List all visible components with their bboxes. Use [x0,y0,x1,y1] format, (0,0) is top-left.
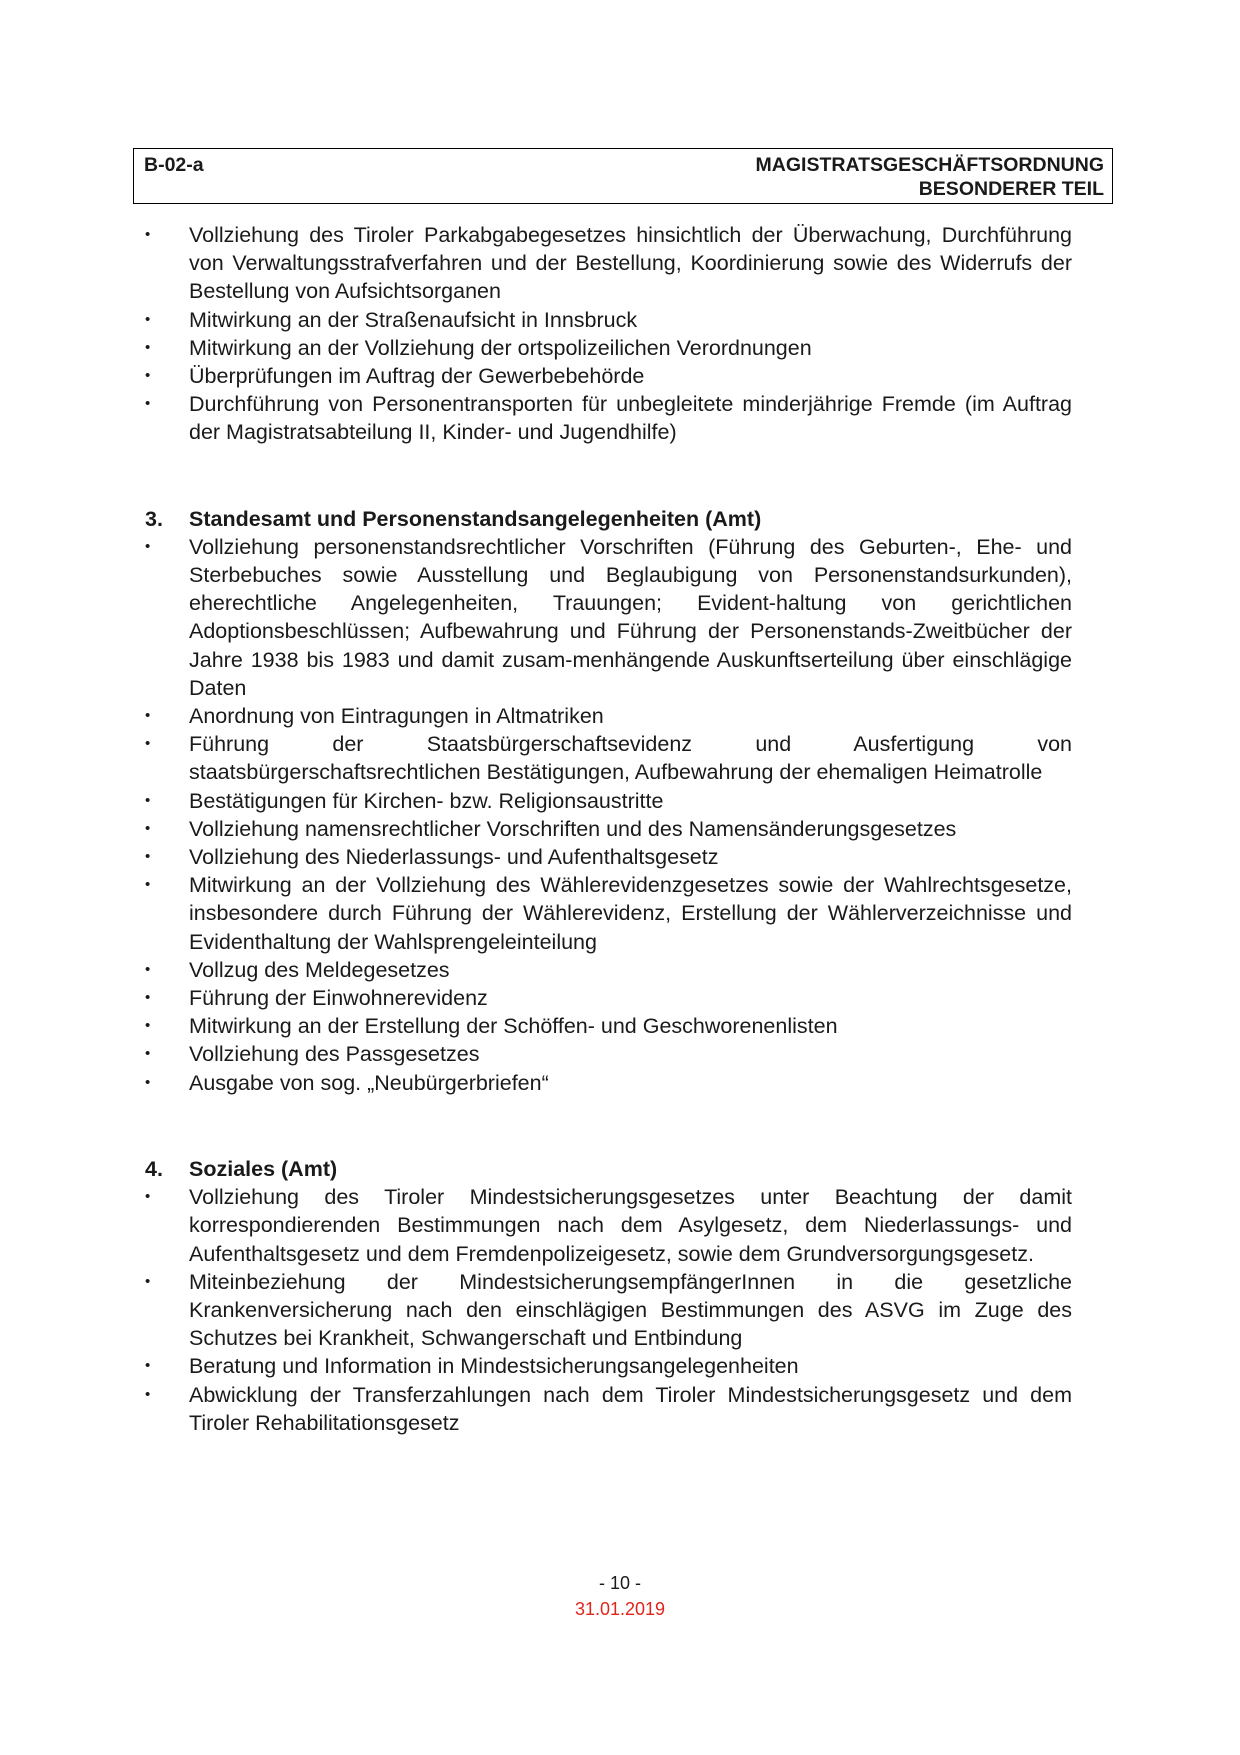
list-item [140,1040,1072,1068]
section-number: 4. [145,1156,163,1181]
list-item [140,306,1072,334]
list-item-text: Überprüfungen im Auftrag der Gewerbebehörde [189,364,645,389]
bullet-icon: • [145,1385,151,1403]
section-title: Soziales (Amt) [189,1156,338,1181]
list-item-text: Abwicklung der Transferzahlungen nach dem Tiroler Mindestsicherungsgesetz und dem Tiroler Rehabilitationsgesetz [189,1382,1072,1435]
section-heading [140,505,1072,533]
bullet-icon: • [145,1073,151,1091]
list-item [140,1381,1072,1437]
bullet-icon: • [145,819,151,837]
list-item [140,390,1072,446]
list-item-text: Mitwirkung an der Straßenaufsicht in Innsbruck [189,307,638,332]
list-item [140,984,1072,1012]
sections-container [140,505,1072,1437]
list-item [140,730,1072,786]
list-item-text: Vollziehung des Passgesetzes [189,1042,480,1067]
document-code: B-02-a [144,154,204,176]
section-bullet-list [140,1183,1072,1437]
list-item-text: Führung der Staatsbürgerschaftsevidenz und Ausfertigung von staatsbürgerschaftsrechtlichen Bestätigungen, Aufbewahrung der ehemaligen Heimatrolle [189,732,1072,785]
list-item [140,956,1072,984]
list-item [140,334,1072,362]
list-item [140,1183,1072,1268]
list-item-text: Durchführung von Personentransporten für unbegleitete minderjährige Fremde (im Auftrag der Magistratsabteilung II, Kinder- und Jugendhilfe) [189,392,1072,445]
bullet-icon: • [145,707,151,725]
list-item [140,1268,1072,1353]
bullet-icon: • [145,367,151,385]
page-header [133,148,1113,204]
bullet-icon: • [145,1357,151,1375]
bullet-icon: • [145,395,151,413]
bullet-icon: • [145,1045,151,1063]
bullet-icon: • [145,1188,151,1206]
list-item [140,1352,1072,1380]
list-item-text: Vollziehung namensrechtlicher Vorschriften und des Namensänderungsgesetzes [189,816,957,841]
list-item [140,1012,1072,1040]
list-item-text: Führung der Einwohnerevidenz [189,986,488,1011]
list-item [140,221,1072,306]
section-bullet-list [140,533,1072,1097]
bullet-icon: • [145,338,151,356]
list-item [140,1069,1072,1097]
intro-bullet-list [140,221,1072,447]
bullet-icon: • [145,310,151,328]
list-item-text: Vollziehung des Tiroler Parkabgabegesetzes hinsichtlich der Überwachung, Durchführung von Verwaltungsstrafverfahren und der Bestellung, Koordinierung sowie des Widerrufs der Bestellung von Aufsichtsorganen [189,223,1072,304]
list-item-text: Vollzug des Meldegesetzes [189,957,450,982]
footer-date: 31.01.2019 [574,1599,666,1619]
bullet-icon: • [145,848,151,866]
document-title-line2: BESONDERER TEIL [918,178,1104,200]
page-content [140,221,1072,1437]
bullet-icon: • [145,989,151,1007]
list-item-text: Beratung und Information in Mindestsicherungsangelegenheiten [189,1354,799,1379]
list-item [140,787,1072,815]
document-title-line1: MAGISTRATSGESCHÄFTSORDNUNG [755,154,1104,176]
list-item-text: Vollziehung personenstandsrechtlicher Vorschriften (Führung des Geburten-, Ehe- und Sterbebuches sowie Ausstellung und Beglaubigung von Personenstandsurkunden), eherechtliche Angelegenheiten, Trauungen; Evident-haltung von gerichtlichen Adoptionsbeschlüssen; Aufbewahrung und Führung der Personenstands-Zweitbücher der Jahre 1938 bis 1983 und damit zusam-menhängende Auskunftserteilung über einschlägige Daten [189,534,1072,700]
list-item-text: Bestätigungen für Kirchen- bzw. Religionsaustritte [189,788,664,813]
bullet-icon: • [145,960,151,978]
list-item-text: Mitwirkung an der Vollziehung der ortspolizeilichen Verordnungen [189,335,812,360]
list-item [140,843,1072,871]
list-item [140,362,1072,390]
section-number: 3. [145,506,163,531]
list-item-text: Mitwirkung an der Vollziehung des Wählerevidenzgesetzes sowie der Wahlrechtsgesetze, insbesondere durch Führung der Wählerevidenz, Erstellung der Wählerverzeichnisse und Evidenthaltung der Wahlsprengeleinteilung [189,873,1072,954]
list-item [140,871,1072,956]
list-item [140,533,1072,702]
list-item [140,702,1072,730]
list-item-text: Vollziehung des Niederlassungs- und Aufenthaltsgesetz [189,845,719,870]
bullet-icon: • [145,1272,151,1290]
list-item-text: Ausgabe von sog. „Neubürgerbriefen“ [189,1070,549,1095]
bullet-icon: • [145,226,151,243]
bullet-icon: • [145,791,151,809]
section-heading [140,1155,1072,1183]
list-item-text: Anordnung von Eintragungen in Altmatriken [189,704,604,729]
page-number: - 10 - [598,1573,641,1593]
list-item-text: Vollziehung des Tiroler Mindestsicherungsgesetzes unter Beachtung der damit korrespondierenden Bestimmungen nach dem Asylgesetz, dem Niederlassungs- und Aufenthaltsgesetz und dem Fremdenpolizeigesetz, sowie dem Grundversorgungsgesetz. [189,1185,1072,1266]
section [140,1155,1072,1437]
bullet-icon: • [145,1017,151,1035]
section-title: Standesamt und Personenstandsangelegenheiten (Amt) [189,506,762,531]
list-item-text: Miteinbeziehung der MindestsicherungsempfängerInnen in die gesetzliche Krankenversicherung nach den einschlägigen Bestimmungen des ASVG im Zuge des Schutzes bei Krankheit, Schwangerschaft und Entbindung [189,1269,1072,1351]
section [140,505,1072,1097]
bullet-icon: • [145,735,151,753]
list-item [140,815,1072,843]
bullet-icon: • [145,537,151,555]
bullet-icon: • [145,876,151,894]
list-item-text: Mitwirkung an der Erstellung der Schöffen- und Geschworenenlisten [189,1014,838,1039]
document-title [756,153,1104,201]
